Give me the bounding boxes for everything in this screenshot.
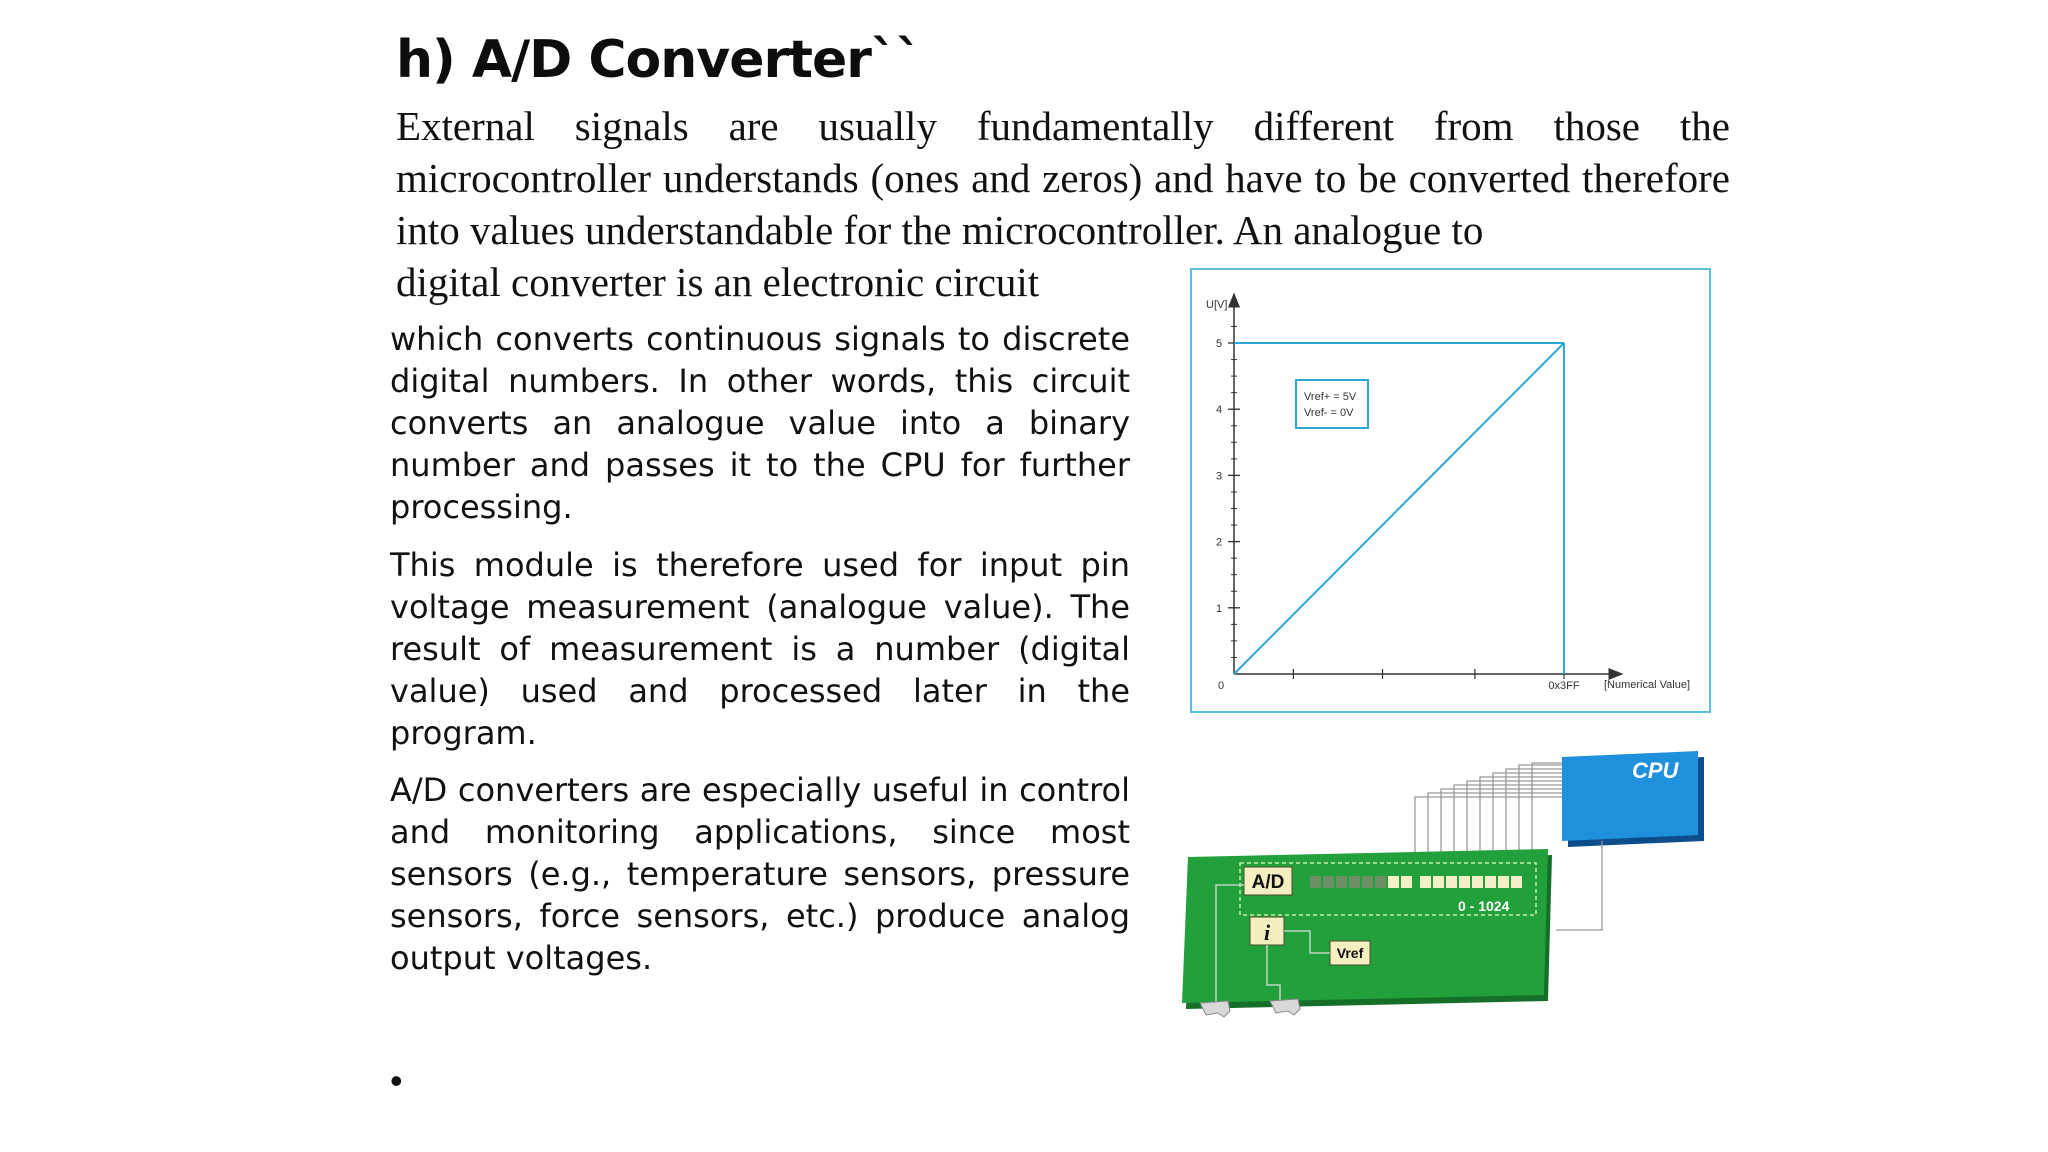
ad-label: A/D bbox=[1251, 872, 1285, 893]
range-label: 0 - 1024 bbox=[1458, 898, 1510, 914]
board-svg bbox=[1170, 745, 1730, 1025]
paragraph-measurement: This module is therefore used for input pin voltage measurement (analogue value). The result of measurement is a number (digital value) used and processed later in the program. bbox=[390, 546, 1130, 752]
legend-vref-plus: Vref+ = 5V bbox=[1304, 391, 1357, 403]
legend-box bbox=[1296, 380, 1368, 428]
y-tick-label-2: 2 bbox=[1216, 536, 1223, 549]
adc-board bbox=[1182, 849, 1548, 1003]
cpu-label: CPU bbox=[1632, 758, 1679, 783]
series-line-adc bbox=[1234, 343, 1564, 674]
adc-transfer-chart bbox=[1190, 268, 1711, 713]
intro-paragraph: External signals are usually fundamentally different from those the microcontroller understands (ones and zeros) and have to be converted therefore into values understandable for the microcontroller. An analogue to bbox=[396, 103, 1730, 253]
y-axis-label: U[V] bbox=[1206, 299, 1228, 311]
y-tick-label-1: 1 bbox=[1216, 602, 1223, 615]
info-icon: i bbox=[1263, 920, 1271, 945]
y-tick-label-4: 4 bbox=[1216, 404, 1223, 417]
x-tick-label-0: 0 bbox=[1218, 680, 1225, 692]
adc-board-illustration bbox=[1170, 745, 1730, 1025]
vref-label: Vref bbox=[1336, 945, 1364, 961]
legend-vref-minus: Vref- = 0V bbox=[1304, 407, 1354, 419]
chart-svg bbox=[1192, 270, 1709, 711]
y-major-ticks bbox=[1216, 338, 1240, 615]
slide-title: h) A/D Converter`` bbox=[396, 30, 921, 90]
empty-bullet: • bbox=[390, 1060, 403, 1101]
y-tick-label-3: 3 bbox=[1216, 470, 1223, 483]
intro-paragraph-end: digital converter is an electronic circuit bbox=[396, 259, 1040, 305]
x-tick-label-max: 0x3FF bbox=[1548, 680, 1580, 692]
paragraph-conversion: which converts continuous signals to discrete digital numbers. In other words, this circuit converts an analogue value into a binary number and passes it to the CPU for further processing. bbox=[390, 320, 1130, 526]
x-axis-label: [Numerical Value] bbox=[1604, 679, 1690, 691]
paragraph-applications: A/D converters are especially useful in control and monitoring applications, since most sensors (e.g., temperature sensors, pressure sensors, force sensors, etc.) produce analog output voltages. bbox=[390, 771, 1130, 977]
y-tick-label-5: 5 bbox=[1216, 338, 1223, 350]
